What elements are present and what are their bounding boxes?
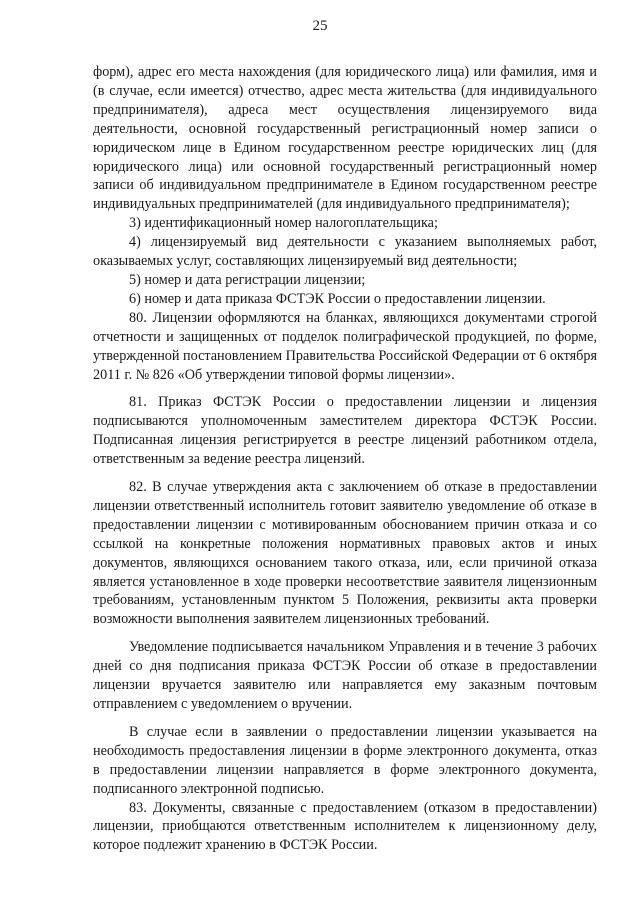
paragraph-continuation: форм), адрес его места нахождения (для юридического лица) или фамилия, имя и (в случае, если имеется) отчество, адрес места жительства (для индивидуального предпринимателя), адреса мест осуществления лицензируемого вида деятельности, основной государственный регистрационный номер записи о юридическом лице в Едином государственном реестре юридических лиц (для юридического лица) или основной государственный регистрационный номер записи об индивидуальном предпринимателе в Едином государственном реестре индивидуальных предпринимателей (для индивидуального предпринимателя); (93, 64, 597, 213)
notice-paragraph: Уведомление подписывается начальником Управления и в течение 3 рабочих дней со дня подписания приказа ФСТЭК России об отказе в предоставлении лицензии вручается заявителю или направляется ему заказным почтовым отправлением с уведомлением о вручении. (93, 639, 597, 712)
list-item-4: 4) лицензируемый вид деятельности с указанием выполняемых работ, оказываемых услуг, составляющих лицензируемый вид деятельности; (93, 234, 597, 270)
list-item-5: 5) номер и дата регистрации лицензии; (129, 271, 366, 288)
clause-82: 82. В случае утверждения акта с заключением об отказе в предоставлении лицензии ответственный исполнитель готовит заявителю уведомление об отказе в предоставлении лицензии с мотивированным обоснованием причин отказа и со ссылкой на конкретные положения нормативных правовых актов и иных документов, являющихся основанием такого отказа, или, если причиной отказа является установленное в ходе проверки несоответствие заявителя лицензионным требованиям, установленным пунктом 5 Положения, реквизиты акта проверки возможности выполнения заявителем лицензионных требований. (93, 479, 597, 628)
clause-81: 81. Приказ ФСТЭК России о предоставлении лицензии и лицензия подписываются уполномоченным заместителем директора ФСТЭК России. Подписанная лицензия регистрируется в реестре лицензий работником отдела, ответственным за ведение реестра лицензий. (93, 394, 597, 468)
list-item-3: 3) идентификационный номер налогоплательщика; (129, 215, 438, 232)
list-item-6: 6) номер и дата приказа ФСТЭК России о предоставлении лицензии. (129, 290, 546, 307)
document-body (93, 63, 597, 855)
clause-80: 80. Лицензии оформляются на бланках, являющихся документами строгой отчетности и защищенных от подделок полиграфической продукцией, по форме, утвержденной постановлением Правительства Российской Федерации от 6 октября 2011 г. № 826 «Об утверждении типовой формы лицензии». (93, 309, 597, 383)
page-number: 25 (312, 18, 328, 34)
clause-83: 83. Документы, связанные с предоставлением (отказом в предоставлении) лицензии, приобщаются ответственным исполнителем к лицензионному делу, которое подлежит хранению в ФСТЭК России. (93, 799, 597, 854)
electronic-document-paragraph: В случае если в заявлении о предоставлении лицензии указывается на необходимость предоставления лицензии в форме электронного документа, отказ в предоставлении лицензии направляется в форме электронного документа, подписанного электронной подписью. (93, 723, 597, 797)
